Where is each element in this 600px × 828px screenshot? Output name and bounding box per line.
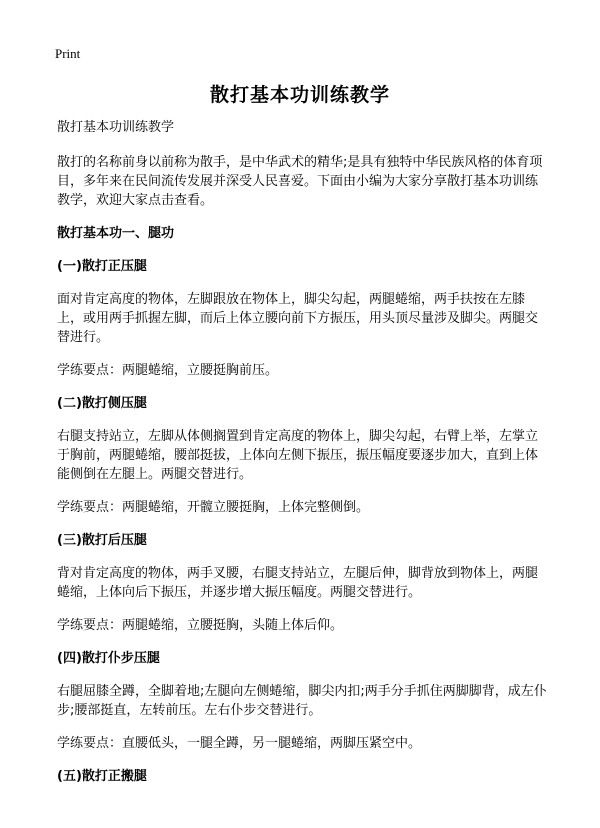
print-link[interactable]: Print <box>55 46 81 61</box>
article-subtitle: 散打基本功训练教学 <box>57 120 175 135</box>
subsection-tip-crouch-press: 学练要点：直腰低头，一腿全蹲，另一腿蜷缩，两脚压紧空中。 <box>57 736 422 751</box>
intro-paragraph: 散打的名称前身以前称为散手，是中华武术的精华;是具有独特中华民族风格的体育项目，多年来在民间流传发展并深受人民喜爱。下面由小编为大家分享散打基本功训练教学，欢迎大家点击查看。 <box>57 155 543 208</box>
subsection-tip-side-press: 学练要点：两腿蜷缩，开髋立腰挺胸，上体完整侧倒。 <box>57 500 370 515</box>
subsection-body-front-press: 面对肯定高度的物体，左脚跟放在物体上，脚尖勾起，两腿蜷缩，两手扶按在左膝上，或用两手抓握左脚，而后上体立腰向前下方振压，用头顶尽量涉及脚尖。两腿交替进行。 <box>57 292 539 345</box>
section-heading-leg-skills: 散打基本功一、腿功 <box>57 226 175 241</box>
subsection-heading-front-lift: (五)散打正搬腿 <box>57 769 147 784</box>
subsection-heading-side-press: (二)散打侧压腿 <box>57 396 147 411</box>
article-body <box>57 118 549 800</box>
page-title: 散打基本功训练教学 <box>209 84 390 106</box>
subsection-heading-crouch-press: (四)散打仆步压腿 <box>57 651 160 666</box>
subsection-heading-back-press: (三)散打后压腿 <box>57 533 147 548</box>
subsection-tip-back-press: 学练要点：两腿蜷缩，立腰挺胸，头随上体后仰。 <box>57 618 344 633</box>
subsection-body-side-press: 右腿支持站立，左脚从体侧搁置到肯定高度的物体上，脚尖勾起，右臂上举，左掌立于胸前，两腿蜷缩，腰部挺拔，上体向左侧下振压，振压幅度要逐步加大，直到上体能侧倒在左腿上。两腿交替进行。 <box>57 429 539 482</box>
subsection-tip-front-press: 学练要点：两腿蜷缩，立腰挺胸前压。 <box>57 363 279 378</box>
subsection-body-back-press: 背对肯定高度的物体，两手叉腰，右腿支持站立，左腿后伸，脚背放到物体上，两腿蜷缩，上体向后下振压，并逐步增大振压幅度。两腿交替进行。 <box>57 566 539 600</box>
subsection-body-crouch-press: 右腿屈膝全蹲，全脚着地;左腿向左侧蜷缩，脚尖内扣;两手分手抓住两脚脚背，成左仆步;腰部挺直，左转前压。左右仆步交替进行。 <box>57 684 547 718</box>
subsection-heading-front-press: (一)散打正压腿 <box>57 259 147 274</box>
